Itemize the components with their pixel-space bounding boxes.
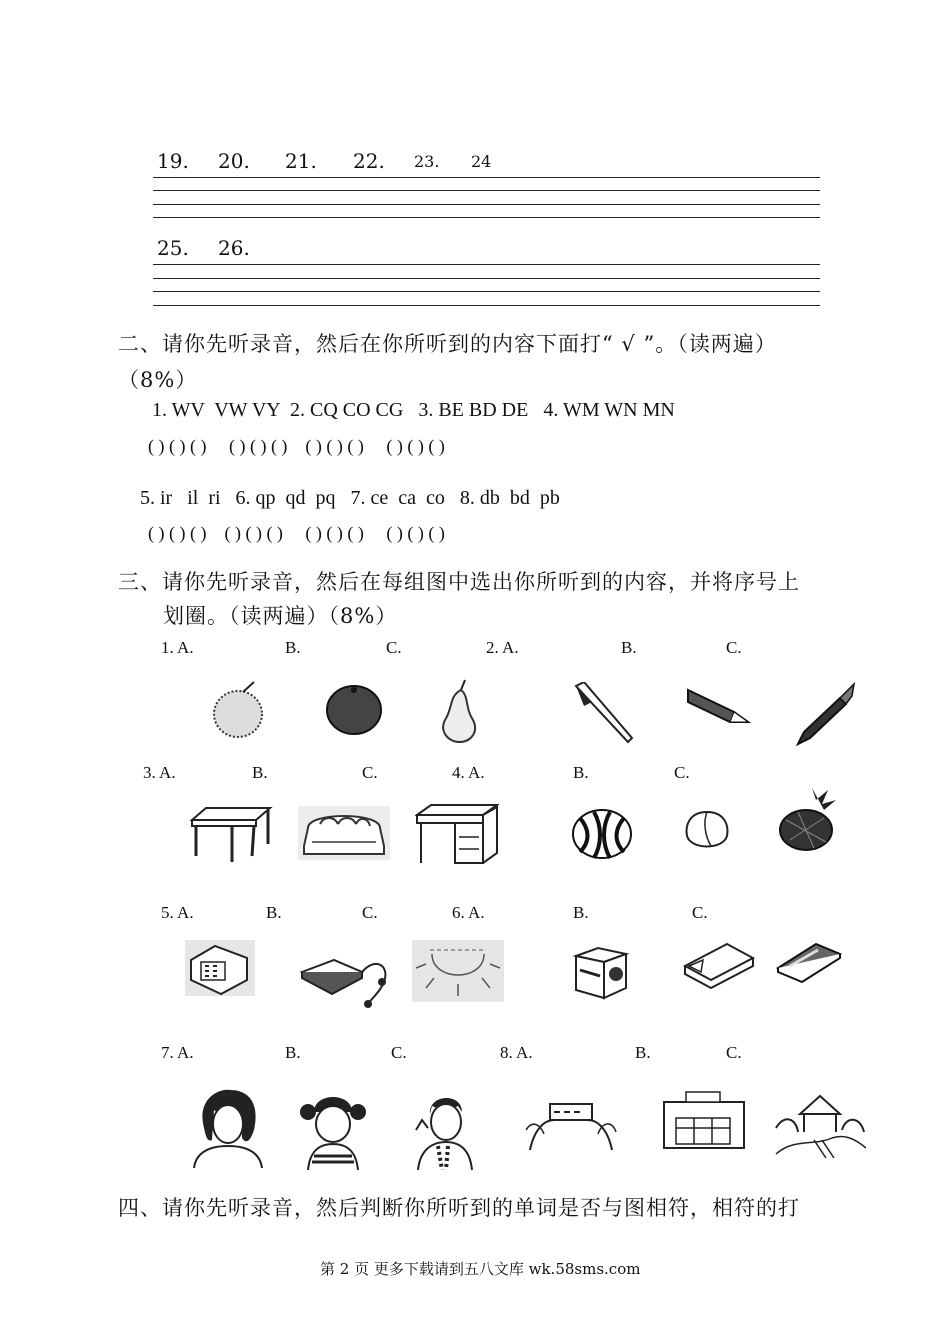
group-8-c-label: C. bbox=[726, 1043, 742, 1062]
group-2-a-label: 2. A. bbox=[486, 638, 519, 657]
group-6-b-label: B. bbox=[573, 903, 589, 922]
letter-options-row-2: 5. ir il ri 6. qp qd pq 7. ce ca co 8. db bd pb bbox=[140, 487, 560, 509]
telephone-picture[interactable] bbox=[185, 940, 255, 996]
group-4-c-label: C. bbox=[674, 763, 690, 782]
watermelon-picture[interactable] bbox=[570, 806, 634, 860]
item-number-23: 23. bbox=[414, 152, 440, 171]
walkman-picture[interactable] bbox=[298, 942, 390, 1008]
group-8-b-label: B. bbox=[635, 1043, 651, 1062]
boy-picture[interactable] bbox=[414, 1090, 476, 1170]
girl-picture[interactable] bbox=[300, 1090, 366, 1170]
group-6-c-label: C. bbox=[692, 903, 708, 922]
item-number-19: 19. bbox=[157, 149, 189, 173]
group-2-c-label: C. bbox=[726, 638, 742, 657]
item-number-22: 22. bbox=[353, 149, 385, 173]
section-2-score: （8%） bbox=[118, 368, 198, 392]
orange-picture[interactable] bbox=[324, 682, 384, 738]
group-8-a-label: 8. A. bbox=[500, 1043, 533, 1062]
section-2-title: 二、请你先听录音，然后在你所听到的内容下面打“ √ ”。（读两遍） bbox=[118, 332, 777, 356]
section-3-title-cont: 划圈。（读两遍）（8%） bbox=[163, 604, 398, 628]
group-2-b-label: B. bbox=[621, 638, 637, 657]
group-7-c-label: C. bbox=[391, 1043, 407, 1062]
writing-line bbox=[153, 204, 820, 205]
writing-line bbox=[153, 190, 820, 191]
group-7-b-label: B. bbox=[285, 1043, 301, 1062]
fountain-pen-picture[interactable] bbox=[796, 682, 858, 748]
group-4-b-label: B. bbox=[573, 763, 589, 782]
writing-line bbox=[153, 177, 820, 178]
group-3-c-label: C. bbox=[362, 763, 378, 782]
pencil-picture[interactable] bbox=[686, 682, 752, 726]
desk-picture[interactable] bbox=[415, 803, 499, 867]
group-6-a-label: 6. A. bbox=[452, 903, 485, 922]
sun-picture[interactable] bbox=[412, 940, 504, 1002]
group-3-a-label: 3. A. bbox=[143, 763, 176, 782]
apple-picture[interactable] bbox=[210, 680, 270, 740]
group-1-a-label: 1. A. bbox=[161, 638, 194, 657]
group-3-b-label: B. bbox=[252, 763, 268, 782]
writing-line bbox=[153, 305, 820, 306]
group-1-b-label: B. bbox=[285, 638, 301, 657]
pineapple-picture[interactable] bbox=[776, 786, 840, 852]
group-7-a-label: 7. A. bbox=[161, 1043, 194, 1062]
answer-parens-row-2[interactable]: ( ) ( ) ( ) ( ) ( ) ( ) ( ) ( ) ( ) ( ) ( ) ( ) bbox=[148, 523, 445, 543]
pencil-box-picture[interactable] bbox=[683, 940, 755, 992]
pen-picture[interactable] bbox=[570, 682, 636, 744]
sofa-picture[interactable] bbox=[298, 806, 390, 860]
writing-line bbox=[153, 278, 820, 279]
section-3-title: 三、请你先听录音，然后在每组图中选出你所听到的内容，并将序号上 bbox=[118, 570, 800, 594]
item-number-20: 20. bbox=[218, 149, 250, 173]
writing-line bbox=[153, 264, 820, 265]
group-5-a-label: 5. A. bbox=[161, 903, 194, 922]
page-footer: 第 2 页 更多下载请到五八文库 wk.58sms.com bbox=[320, 1260, 641, 1278]
writing-line bbox=[153, 217, 820, 218]
park-picture[interactable] bbox=[774, 1088, 866, 1158]
letter-options-row-1: 1. WV VW VY 2. CQ CO CG 3. BE BD DE 4. WM WN MN bbox=[152, 399, 675, 421]
school-picture[interactable] bbox=[662, 1088, 748, 1152]
group-4-a-label: 4. A. bbox=[452, 763, 485, 782]
pear-picture[interactable] bbox=[435, 678, 483, 744]
peach-picture[interactable] bbox=[683, 806, 731, 852]
section-4-title: 四、请你先听录音，然后判断你所听到的单词是否与图相符，相符的打 bbox=[118, 1196, 800, 1220]
item-number-24: 24 bbox=[471, 152, 492, 171]
item-number-21: 21. bbox=[285, 149, 317, 173]
item-number-25: 25. bbox=[157, 236, 189, 260]
answer-parens-row-1[interactable]: ( ) ( ) ( ) ( ) ( ) ( ) ( ) ( ) ( ) ( ) ( ) ( ) bbox=[148, 436, 445, 456]
zoo-picture[interactable] bbox=[524, 1090, 618, 1156]
woman-picture[interactable] bbox=[190, 1088, 266, 1168]
box-picture[interactable] bbox=[572, 940, 630, 1000]
item-number-26: 26. bbox=[218, 236, 250, 260]
group-5-b-label: B. bbox=[266, 903, 282, 922]
group-5-c-label: C. bbox=[362, 903, 378, 922]
group-1-c-label: C. bbox=[386, 638, 402, 657]
book-picture[interactable] bbox=[776, 940, 842, 984]
table-picture[interactable] bbox=[188, 804, 274, 866]
writing-line bbox=[153, 291, 820, 292]
